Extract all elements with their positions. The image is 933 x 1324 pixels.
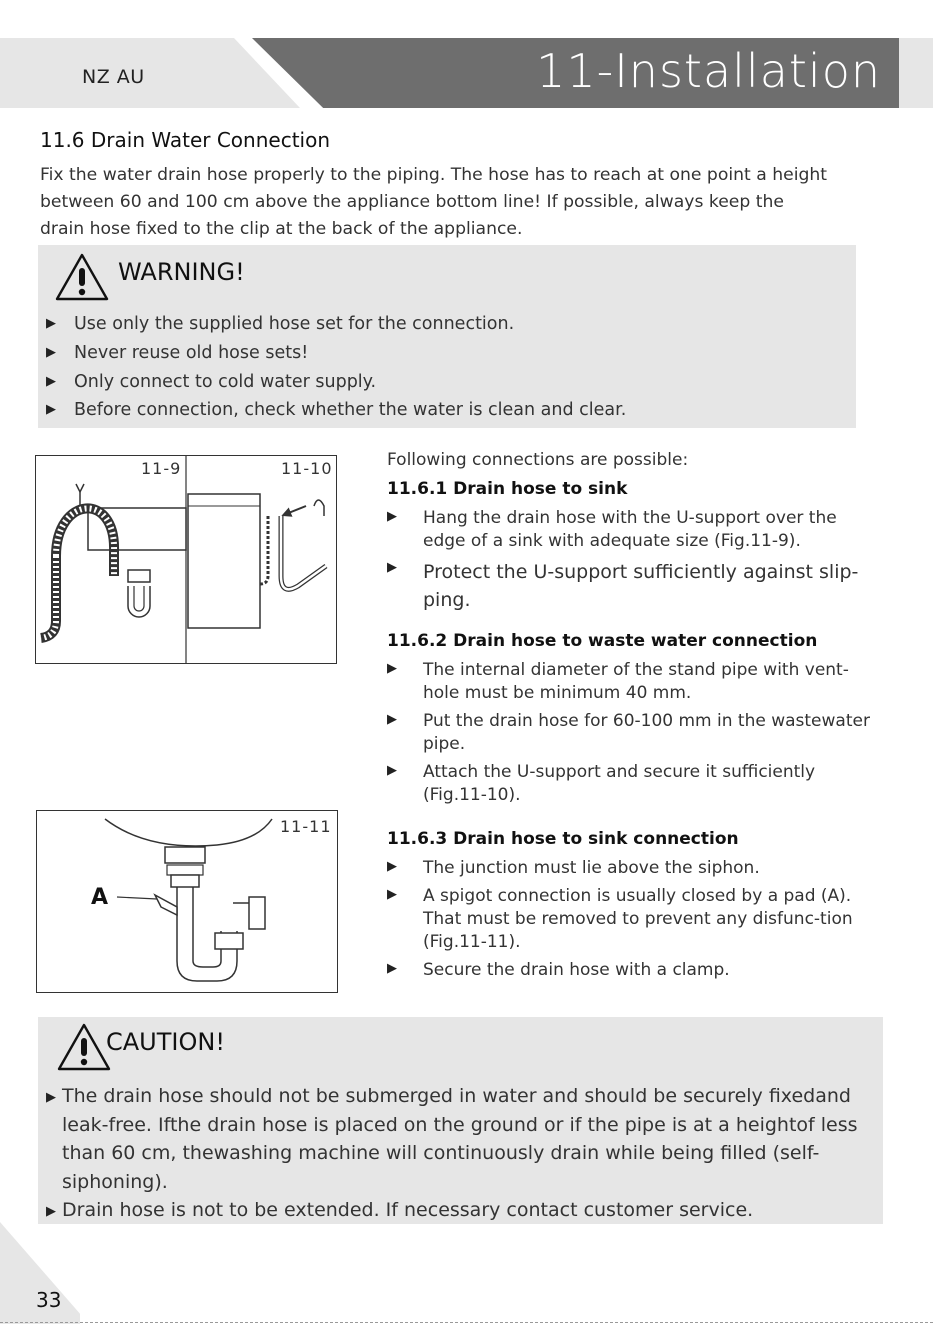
triangle-bullet-icon: ▶ <box>46 344 56 360</box>
warning-triangle-icon <box>56 1022 112 1072</box>
caution-title: CAUTION! <box>106 1028 225 1056</box>
figure-label-11-9: 11-9 <box>141 459 182 478</box>
triangle-bullet-icon: ▶ <box>387 763 397 778</box>
subsection-title-11-6-2: 11.6.2 Drain hose to waste water connection <box>387 631 818 651</box>
region-label: NZ AU <box>82 66 145 88</box>
warning-title: WARNING! <box>118 258 245 286</box>
triangle-bullet-icon: ▶ <box>387 661 397 676</box>
section-title: 11.6 Drain Water Connection <box>40 128 330 152</box>
subsection-title-11-6-1: 11.6.1 Drain hose to sink <box>387 479 628 499</box>
list-item: ▶ Only connect to cold water supply. <box>46 368 626 397</box>
triangle-bullet-icon: ▶ <box>46 316 56 331</box>
list-item: ▶ The drain hose should not be submerged in water and should be securely fixedand leak-free. Ifthe drain hose is placed on the ground or if the pipe is at a heightof less than 60 cm, thewashing machine will continuously drain while being filled (self-siphoning). <box>46 1085 858 1193</box>
triangle-bullet-icon: ▶ <box>46 1090 56 1105</box>
triangle-bullet-icon: ▶ <box>46 373 56 389</box>
figure-11-9-11-10 <box>35 455 337 664</box>
triangle-bullet-icon: ▶ <box>387 509 397 524</box>
warning-list <box>46 310 626 425</box>
warning-triangle-icon <box>54 252 110 302</box>
triangle-bullet-icon: ▶ <box>387 859 397 874</box>
figure-11-11 <box>36 810 338 993</box>
triangle-bullet-icon: ▶ <box>387 712 397 727</box>
figure-label-11-11: 11-11 <box>280 817 332 836</box>
triangle-bullet-icon: ▶ <box>46 402 56 418</box>
header-edge <box>899 38 933 108</box>
caution-list <box>46 1082 876 1225</box>
triangle-bullet-icon: ▶ <box>46 1204 56 1219</box>
siphon-spigot-illustration <box>37 811 337 992</box>
list-item: ▶ Never reuse old hose sets! <box>46 339 626 368</box>
list-item: ▶ Use only the supplied hose set for the connection. <box>46 310 626 339</box>
page-number: 33 <box>36 1288 62 1312</box>
drain-hose-sink-illustration <box>36 456 336 663</box>
triangle-bullet-icon: ▶ <box>387 887 397 902</box>
chapter-title: 11-Installation <box>536 44 881 98</box>
list-item: ▶ Before connection, check whether the water is clean and clear. <box>46 396 626 425</box>
connections-intro: Following connections are possible: <box>387 450 689 470</box>
figure-label-11-10: 11-10 <box>281 459 333 478</box>
triangle-bullet-icon: ▶ <box>387 961 397 976</box>
section-intro: Fix the water drain hose properly to the piping. The hose has to reach at one point a height between 60 and 100 cm above the appliance bottom line! If possible, always keep the drain hose fixed to the clip at the back of the appliance. <box>40 165 828 239</box>
triangle-bullet-icon: ▶ <box>387 560 397 575</box>
list-item: ▶ Drain hose is not to be extended. If necessary contact customer service. <box>46 1196 876 1225</box>
subsection-title-11-6-3: 11.6.3 Drain hose to sink connection <box>387 829 739 849</box>
header-region-tab <box>0 38 300 108</box>
callout-label-a: A <box>91 885 109 910</box>
